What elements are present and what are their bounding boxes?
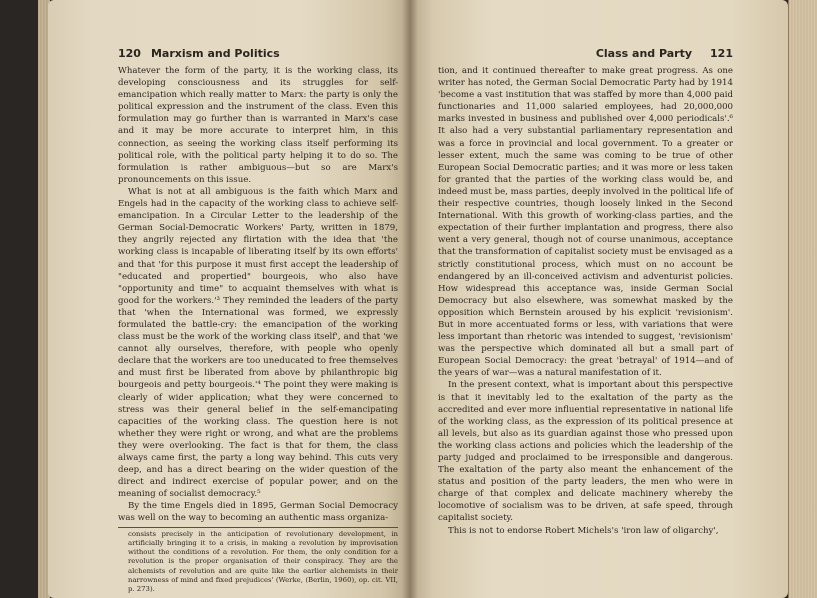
left-running-title: Marxism and Politics <box>150 47 280 60</box>
footnote-rule <box>118 527 398 528</box>
page-edges-right <box>788 0 817 598</box>
left-paragraph-2: What is not at all ambiguous is the faith which Marx and Engels had in the capacity of the working class to achieve self-emancipation. In a Circular Letter to the leadership of the German Social-Democratic Workers' Party, written in 1879, they angrily rejected any flirtation with the idea that 'the working class is incapable of liberating itself by its own efforts' and that 'for this purpose it must first accept the leadership of "educated and propertied" bourgeois, who also have "opportunity and time" to acquaint themselves with what is good for the workers.'³ They reminded the leaders of the party that 'when the International was formed, we expressly formulated the battle-cry: the emancipation of the working class must be the work of the working class itself', and that 'we cannot ally ourselves, therefore, with people who openly declare that the workers are too uneducated to free themselves and must first be liberated from above by philanthropic big bourgeois and petty bourgeois.'⁴ The point they were making is clearly of wider application; what they were concerned to stress was their general belief in the self-emancipating capacities of the working class. The question here is not whether they were right or wrong, and what are the problems they were overlooking. The fact is that for them, the class always came first, the party a long way behind. This cuts very deep, and has a direct bearing on the wider question of the direct and indirect exercise of popular power, and on the meaning of socialist democracy.⁵ <box>118 186 398 500</box>
right-page-body <box>438 65 733 537</box>
left-paragraph-1: Whatever the form of the party, it is the working class, its developing consciousness and its struggles for self-emancipation which really matter to Marx: the party is only the political expression and the instrument of the class. Even this formulation may go further than is warranted in Marx's case and it may be more accurate to interpret him, in this connection, as seeing the working class itself performing its political role, with the political party helping it to do so. The formulation is rather ambiguous—but so are Marx's pronouncements on this issue. <box>118 66 398 185</box>
left-footnote: consists precisely in the anticipation of revolutionary development, in artificially bringing it to a crisis, in making a revolution by improvisation without the conditions of a revolution. For them, the only condition for a revolution is the proper organisation of their conspiracy. They are the alchemists of revolution and are quite like the earlier alchemists in their narrowness of mind and fixed prejudices' (Werke, (Berlin, 1960), op. cit. VII, p. 273). <box>128 529 398 594</box>
right-page-number: 121 <box>710 47 733 60</box>
right-paragraph-2: In the present context, what is important about this perspective is that it inevitably led to the exaltation of the party as the accredited and ever more influential representative in national life of the working class, as the expression of its political presence at all levels, but also as its guardian against those who pressed upon the working class actions and policies which the leadership of the party judged and proclaimed to be irresponsible and dangerous. The exaltation of the party also meant the enhancement of the status and position of the party leaders, the men who were in charge of that complex and delicate machinery whereby the locomotive of socialism was to be driven, at safe speed, through capitalist society. <box>438 380 733 524</box>
right-paragraph-3: This is not to endorse Robert Michels's 'iron law of oligarchy', <box>448 525 719 536</box>
right-running-head <box>438 47 733 60</box>
left-running-head <box>118 47 398 60</box>
right-page <box>410 0 788 598</box>
left-page-number: 120 <box>118 47 141 60</box>
left-paragraph-3: By the time Engels died in 1895, German Social Democracy was well on the way to becoming an authentic mass organiza- <box>118 501 398 524</box>
book-gutter <box>402 0 418 598</box>
left-page <box>48 0 410 598</box>
right-running-title: Class and Party <box>595 47 693 60</box>
left-page-body <box>118 65 398 525</box>
right-paragraph-1: tion, and it continued thereafter to make great progress. As one writer has noted, the German Social Democratic Party had by 1914 'become a vast institution that was staffed by more than 4,000 paid functionaries and 11,000 salaried employees, had 20,000,000 marks invested in business and published over 4,000 periodicals'.⁶ It also had a very substantial parliamentary representation and was a force in provincial and local government. To a greater or lesser extent, much the same was coming to be true of other European Social Democratic parties; and it was more or less taken for granted that the parties of the working class would be, and indeed must be, mass parties, deeply involved in the political life of their respective countries, though loosely linked in the Second International. With this growth of working-class parties, and the expectation of their further implantation and progress, there also went a very general, though not of course unanimous, acceptance that the transformation of capitalist society must be envisaged as a strictly constitutional process, which must on no account be endangered by an ill-conceived activism and adventurist policies. How widespread this acceptance was, inside German Social Democracy but also elsewhere, was somewhat masked by the opposition which Bernstein aroused by his explicit 'revisionism'. But in more accentuated forms or less, with variations that were less important than rhetoric was intended to suggest, 'revisionism' was the perspective which dominated all but a small part of European Social Democracy: the great 'betrayal' of 1914—and of the years of war—was a natural manifestation of it. <box>438 66 733 379</box>
